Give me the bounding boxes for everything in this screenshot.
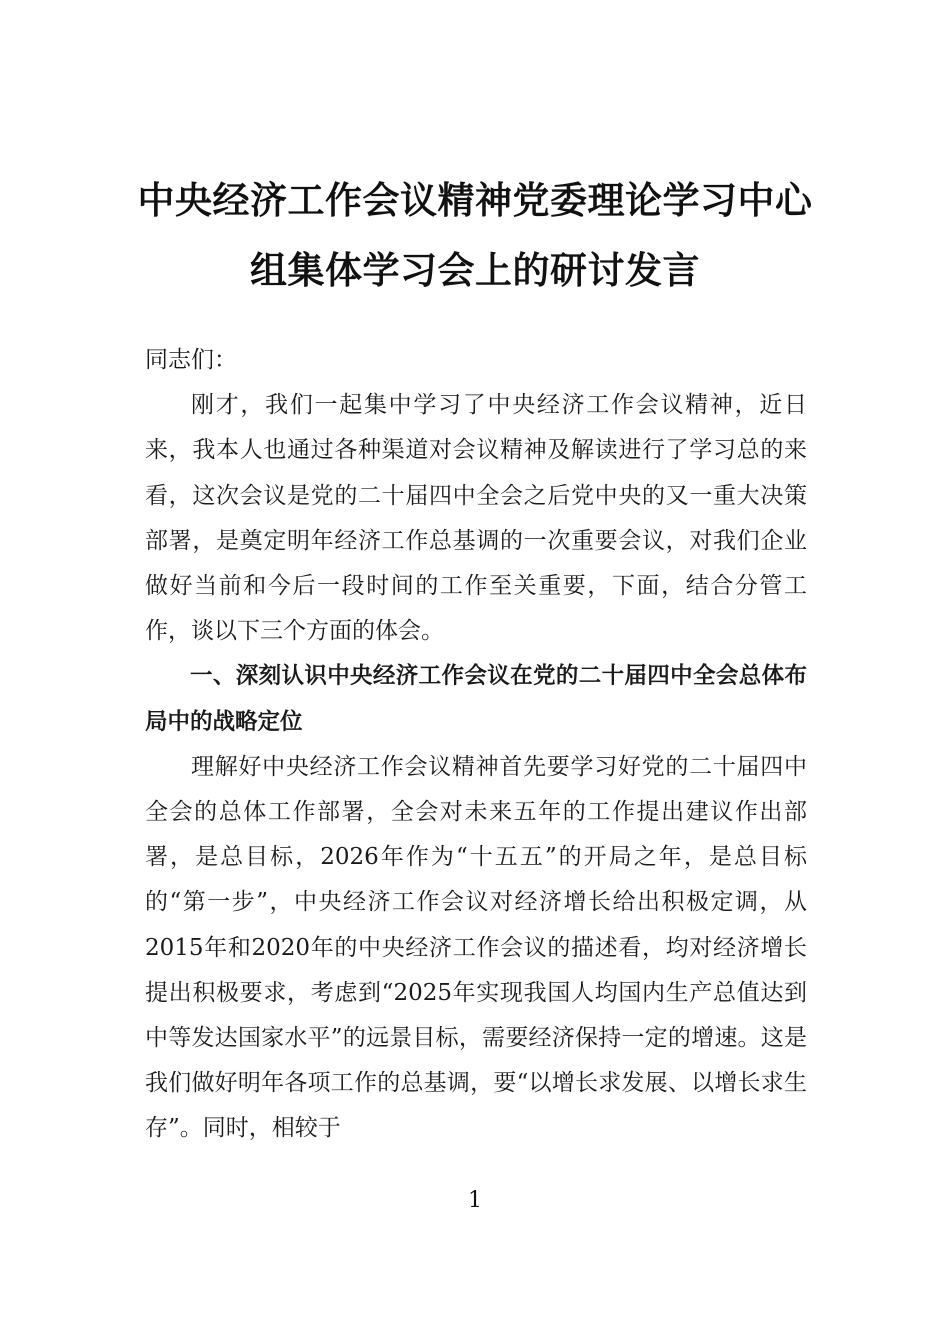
paragraph-section-1: 理解好中央经济工作会议精神首先要学习好党的二十届四中全会的总体工作部署，全会对未来五年的工作提出建议作出部署，是总目标，2026年作为“十五五”的开局之年，是总目标的“第一步”，中央经济工作会议对经济增长给出积极定调，从2015年和2020年的中央经济工作会议的描述看，均对经济增长提出积极要求，考虑到“2025年实现我国人均国内生产总值达到中等发达国家水平”的远景目标，需要经济保持一定的增速。这是我们做好明年各项工作的总基调，要“以增长求发展、以增长求生存”。同时，相较于: [145, 753, 807, 1142]
page-number: 1: [468, 1188, 482, 1213]
salutation: 同志们：: [145, 347, 237, 373]
paragraph-intro: 刚才，我们一起集中学习了中央经济工作会议精神，近日来，我本人也通过各种渠道对会议精神及解读进行了学习总的来看，这次会议是党的二十届四中全会之后党中央的又一重大决策部署，是奠定明年经济工作总基调的一次重要会议，对我们企业做好当前和今后一段时间的工作至关重要，下面，结合分管工作，谈以下三个方面的体会。: [145, 392, 807, 645]
document-title-line-1: 中央经济工作会议精神党委理论学习中心: [137, 179, 813, 222]
document-title-line-2: 组集体学习会上的研讨发言: [250, 249, 700, 292]
document-body: [145, 338, 807, 1152]
section-heading-1: 一、深刻认识中央经济工作会议在党的二十届四中全会总体布局中的战略定位: [145, 663, 807, 735]
